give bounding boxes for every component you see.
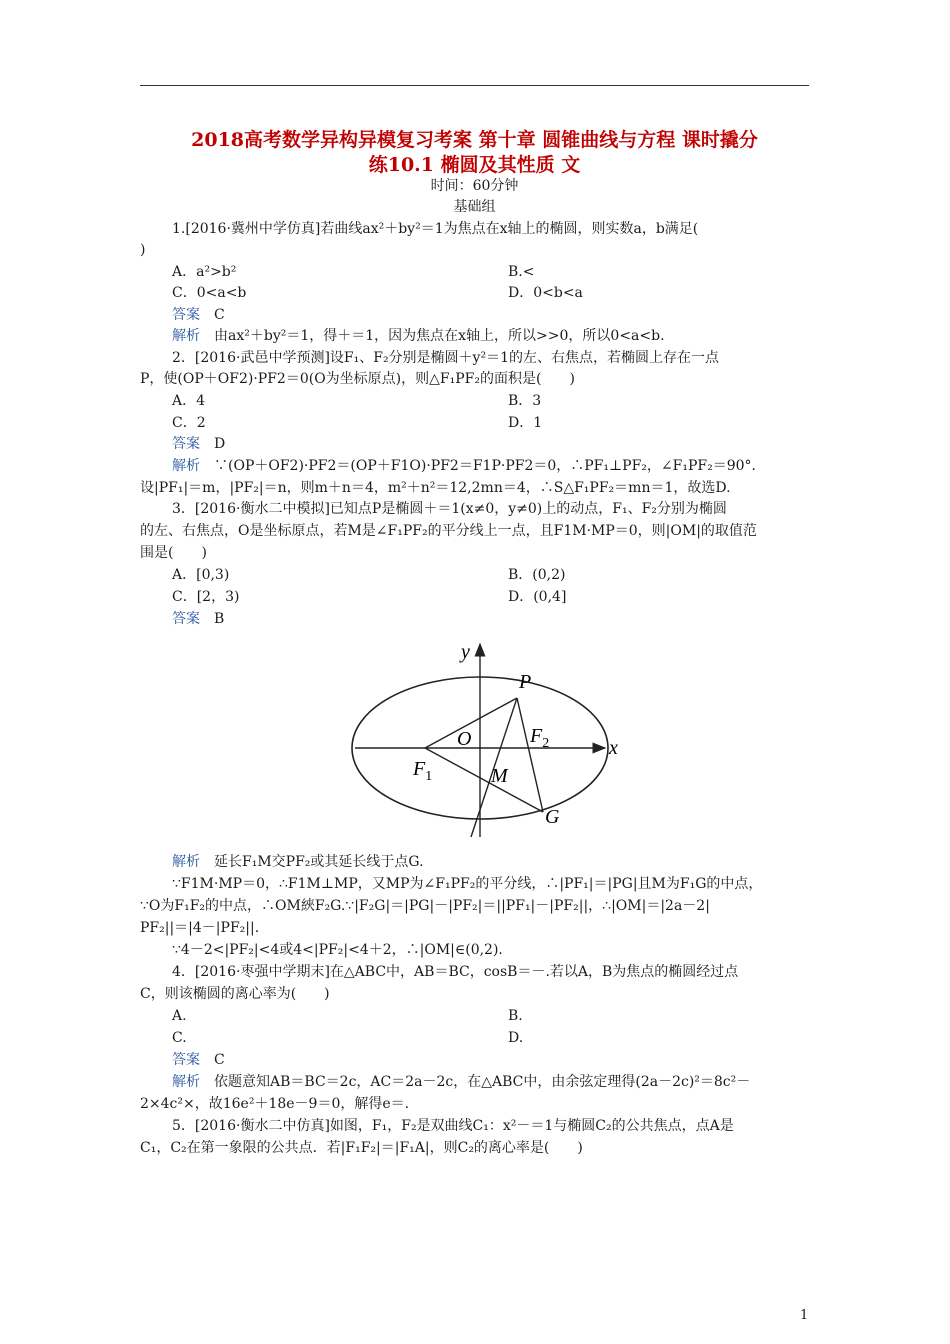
solution-label: 解析 — [172, 328, 200, 344]
q1-option-b: B.< — [508, 264, 535, 280]
answer-label: 答案 — [172, 1052, 200, 1068]
label-x: x — [609, 737, 618, 759]
segment-f1-g — [425, 748, 543, 812]
solution-label: 解析 — [172, 458, 200, 474]
q3-option-a: A．[0,3) — [172, 567, 230, 583]
label-f1: $F_1$ — [413, 758, 433, 784]
q3-option-d: D．(0,4] — [508, 589, 567, 605]
q2-stem-line1: 2．[2016·武邑中学预测]设F₁、F₂分别是椭圆＋y²＝1的左、右焦点，若椭圆上存在一点 — [172, 350, 719, 366]
time-limit: 时间：60分钟 — [430, 178, 519, 194]
doc-title-line1: 2018高考数学异构异模复习考案 第十章 圆锥曲线与方程 课时撬分 — [191, 129, 758, 151]
q3-solution-line3: PF₂||＝|4－|PF₂||. — [140, 920, 260, 936]
solution-text: 由ax²＋by²＝1，得＋＝1，因为焦点在x轴上，所以>>0，所以0<a<b. — [214, 328, 665, 344]
page-number: 1 — [800, 1308, 809, 1323]
q2-answer — [172, 434, 812, 454]
q4-option-a: A. — [172, 1008, 187, 1024]
q4-solution-line1 — [172, 1072, 812, 1092]
q2-option-d: D．1 — [508, 415, 543, 431]
label-o: O — [457, 728, 472, 750]
q2-solution-line2: 设|PF₁|＝m，|PF₂|＝n，则m＋n＝4，m²＋n²＝12,2mn＝4，∴S△F₁PF₂＝mn＝1，故选D. — [140, 480, 731, 496]
solution-text: 延长F₁M交PF₂或其延长线于点G. — [214, 854, 424, 870]
q3-solution-line4: ∵4－2<|PF₂|<4或4<|PF₂|<4＋2，∴|OM|∈(0,2). — [172, 942, 503, 958]
doc-title-line2: 练10.1 椭圆及其性质 文 — [368, 154, 581, 176]
q3-solution-line0 — [172, 852, 812, 872]
header-rule — [140, 85, 809, 86]
answer-value: D — [214, 436, 226, 452]
solution-label: 解析 — [172, 1074, 200, 1090]
q1-stem-line2: ) — [140, 242, 146, 258]
q4-stem-line2: C，则该椭圆的离心率为( ) — [140, 986, 330, 1002]
q1-solution — [172, 326, 812, 346]
ellipse-figure — [347, 632, 635, 844]
q2-option-a: A．4 — [172, 393, 206, 409]
q3-stem-line3: 围是( ) — [140, 545, 207, 561]
q3-stem-line2: 的左、右焦点，O是坐标原点，若M是∠F₁PF₂的平分线上一点，且F1M·MP＝0，则|OM|的取值范 — [140, 523, 757, 539]
label-p: P — [519, 671, 532, 693]
answer-label: 答案 — [172, 436, 200, 452]
answer-value: C — [214, 1052, 225, 1068]
q4-option-d: D. — [508, 1030, 524, 1046]
q4-stem-line1: 4．[2016·枣强中学期末]在△ABC中，AB＝BC，cosB＝－.若以A，B为焦点的椭圆经过点 — [172, 964, 739, 980]
q3-solution-line1: ∵F1M·MP＝0，∴F1M⊥MP，又MP为∠F₁PF₂的平分线，∴|PF₁|＝|PG|且M为F₁G的中点， — [172, 876, 763, 892]
segment-p-g — [517, 698, 543, 812]
q3-solution-line2: ∵O为F₁F₂的中点，∴OM綊F₂G.∵|F₂G|＝|PG|－|PF₂|＝||PF₁|－|PF₂||，∴|OM|＝|2a－2| — [140, 898, 710, 914]
q3-answer — [172, 609, 812, 629]
q1-option-c: C．0<a<b — [172, 285, 247, 301]
q1-stem-line1: 1.[2016·冀州中学仿真]若曲线ax²＋by²＝1为焦点在x轴上的椭圆，则实数a，b满足( — [172, 221, 699, 237]
q4-option-c: C. — [172, 1030, 187, 1046]
label-f2: $F_2$ — [530, 725, 550, 751]
q2-option-c: C．2 — [172, 415, 206, 431]
q1-answer — [172, 305, 812, 325]
q5-stem-line2: C₁，C₂在第一象限的公共点．若|F₁F₂|＝|F₁A|，则C₂的离心率是( ) — [140, 1140, 583, 1156]
q3-option-c: C．[2，3) — [172, 589, 240, 605]
answer-value: B — [214, 611, 225, 627]
answer-label: 答案 — [172, 611, 200, 627]
q2-stem-line2: P，使(OP＋OF2)·PF2＝0(O为坐标原点)，则△F₁PF₂的面积是( ) — [140, 371, 575, 387]
q4-option-b: B. — [508, 1008, 523, 1024]
solution-text: ∵(OP＋OF2)·PF2＝(OP＋F1O)·PF2＝F1P·PF2＝0，∴PF₁⊥PF₂，∠F₁PF₂＝90°． — [214, 458, 766, 474]
group-label: 基础组 — [453, 199, 496, 215]
label-y: y — [461, 641, 470, 663]
solution-label: 解析 — [172, 854, 200, 870]
q4-answer — [172, 1050, 812, 1070]
solution-text: 依题意知AB＝BC＝2c，AC＝2a－2c，在△ABC中，由余弦定理得(2a－2c)²＝8c²－ — [214, 1074, 751, 1090]
q3-option-b: B．(0,2) — [508, 567, 566, 583]
q1-option-a: A．a²>b² — [172, 264, 237, 280]
label-m: M — [491, 765, 508, 787]
q3-stem-line1: 3．[2016·衡水二中模拟]已知点P是椭圆＋＝1(x≠0，y≠0)上的动点，F₁、F₂分别为椭圆 — [172, 501, 727, 517]
q1-option-d: D．0<b<a — [508, 285, 583, 301]
q5-stem-line1: 5．[2016·衡水二中仿真]如图，F₁，F₂是双曲线C₁：x²－＝1与椭圆C₂的公共焦点，点A是 — [172, 1118, 734, 1134]
q2-option-b: B．3 — [508, 393, 542, 409]
answer-value: C — [214, 307, 225, 323]
q2-solution-line1 — [172, 456, 812, 476]
q4-solution-line2: 2×4c²×，故16e²＋18e－9＝0，解得e＝. — [140, 1096, 410, 1112]
answer-label: 答案 — [172, 307, 200, 323]
label-g: G — [545, 806, 560, 828]
